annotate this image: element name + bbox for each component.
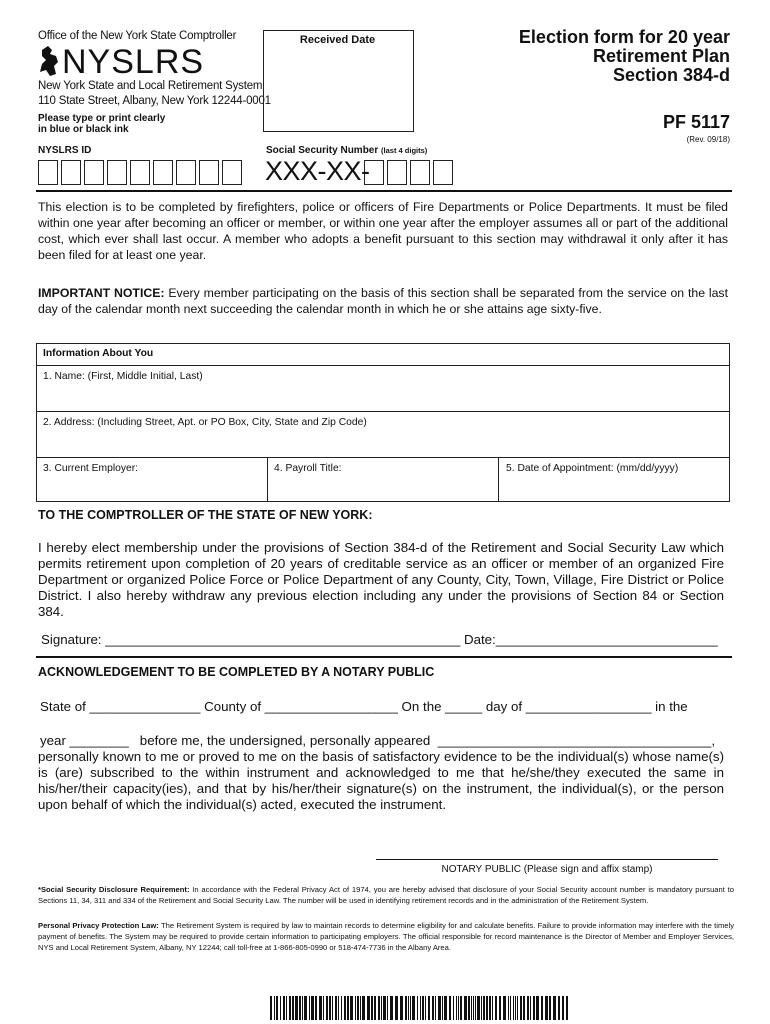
section-divider	[36, 656, 732, 658]
nys-state-logo-icon	[38, 44, 62, 78]
nyslrs-id-digit[interactable]	[107, 160, 127, 185]
employment-divider	[267, 458, 268, 501]
ssn-prefix: XXX-XX-	[265, 156, 370, 186]
comptroller-heading: TO THE COMPTROLLER OF THE STATE OF NEW YORK:	[38, 508, 373, 522]
ssn-disclosure-label: *Social Security Disclosure Requirement:	[38, 885, 190, 894]
form-title	[430, 28, 730, 85]
nyslrs-id-digit[interactable]	[176, 160, 196, 185]
nyslrs-id-label: NYSLRS ID	[38, 145, 92, 156]
important-notice	[38, 285, 728, 317]
privacy-text: The Retirement System is required by law to maintain records to determine eligibility for and calculate benefits. Failure to provide information may interfere with the timely payment of benefits. The System may be required to provide certain information to participating employers. The official responsible for record maintenance is the Director of Member and Employer Services, NYS and Local Retirement System, Albany, NY 12244; call toll-free at 1-866-805-0990 or 518-474-7736 in the Albany Area.	[38, 921, 734, 952]
employment-divider	[498, 458, 499, 501]
notary-signature-line[interactable]	[376, 859, 718, 860]
system-address: 110 State Street, Albany, New York 12244-0001	[38, 95, 271, 107]
information-section	[36, 343, 730, 502]
form-revision: (Rev. 09/18)	[686, 135, 730, 144]
notice-text: Every member participating on the basis of this section shall be separated from the service on the last day of the calendar month next succeeding the calendar month in which he or she attains age sixty-five.	[38, 286, 728, 316]
ssn-digit[interactable]	[410, 160, 430, 185]
information-heading: Information About You	[43, 348, 154, 359]
notary-line2[interactable]: year ________ before me, the undersigned, personally appeared _____________________________________,	[40, 733, 716, 748]
appointment-date-label: 5. Date of Appointment: (mm/dd/yyyy)	[506, 463, 679, 474]
nyslrs-id-digit[interactable]	[153, 160, 173, 185]
nyslrs-id-digit[interactable]	[199, 160, 219, 185]
ssn-digit[interactable]	[387, 160, 407, 185]
print-note-line1: Please type or print clearly	[38, 113, 166, 124]
system-name: New York State and Local Retirement System	[38, 80, 263, 92]
signature-date-line[interactable]: Signature: ________________________________________________ Date:______________________________	[41, 632, 718, 647]
nyslrs-id-digit[interactable]	[222, 160, 242, 185]
notary-line1[interactable]: State of _______________ County of __________________ On the _____ day of _________________ in the	[40, 699, 688, 714]
form-number: PF 5117	[662, 112, 730, 132]
ssn-label	[266, 145, 427, 156]
title-line1: Election form for 20 year	[518, 27, 730, 47]
header-divider	[36, 190, 732, 192]
nyslrs-logo-text: NYSLRS	[62, 43, 205, 81]
address-field[interactable]	[37, 411, 729, 457]
payroll-title-label: 4. Payroll Title:	[274, 463, 342, 474]
print-note-line2: in blue or black ink	[38, 124, 129, 135]
ssn-hint: (last 4 digits)	[381, 146, 428, 155]
ssn-digit[interactable]	[364, 160, 384, 185]
nyslrs-id-digit[interactable]	[130, 160, 150, 185]
nyslrs-id-digit[interactable]	[61, 160, 81, 185]
privacy-notice	[38, 920, 734, 953]
ssn-digit[interactable]	[433, 160, 453, 185]
ssn-disclosure-text: In accordance with the Federal Privacy Act of 1974, you are hereby advised that disclosure of your Social Security account number is mandatory pursuant to Sections 11, 34, 311 and 334 of the Retirement and Social Security Law. The number will be used in identifying retirement records and in the administration of the Retirement System.	[38, 885, 734, 905]
title-line3: Section 384-d	[612, 65, 730, 85]
employer-label: 3. Current Employer:	[43, 463, 138, 474]
barcode-icon	[270, 996, 570, 1020]
address-label: 2. Address: (Including Street, Apt. or PO Box, City, State and Zip Code)	[43, 417, 367, 428]
intro-paragraph: This election is to be completed by firefighters, police or officers of Fire Departments or Police Departments. It must be filed within one year after becoming an officer or member, or within one year after the employer assumes all or part of the additional cost, which ever shall last occur. A member who adopts a benefit pursuant to this section may withdrawal it only after it has been filed for at least one year.	[38, 200, 728, 262]
privacy-label: Personal Privacy Protection Law:	[38, 921, 159, 930]
election-text: I hereby elect membership under the provisions of Section 384-d of the Retirement and Social Security Law which permits retirement upon completion of 20 years of creditable service as an officer or member of an organized Fire Department or organized Police Force or Police Department of any County, City, Town, Village, Fire District or Police District. I also hereby withdraw any previous election including any under the provisions of Section 84 or Section 384.	[38, 540, 724, 619]
notary-body: personally known to me or proved to me on the basis of satisfactory evidence to be the individual(s) whose name(s) is (are) subscribed to the within instrument and acknowledged to me that he/she/they executed the same in his/her/their capacity(ies), and that by his/her/their signature(s) on the instrument, the individual(s), or the person upon behalf of which the individual(s) acted, executed the instrument.	[38, 749, 724, 812]
nyslrs-id-digit[interactable]	[38, 160, 58, 185]
office-name: Office of the New York State Comptroller	[38, 30, 237, 42]
title-line2: Retirement Plan	[592, 46, 730, 66]
notary-signature-label: NOTARY PUBLIC (Please sign and affix stamp)	[441, 864, 653, 875]
notary-heading: ACKNOWLEDGEMENT TO BE COMPLETED BY A NOTARY PUBLIC	[38, 665, 435, 679]
ssn-disclosure	[38, 884, 734, 906]
name-field[interactable]	[37, 365, 729, 411]
name-label: 1. Name: (First, Middle Initial, Last)	[43, 371, 203, 382]
received-date-label: Received Date	[299, 34, 376, 46]
nyslrs-id-digit[interactable]	[84, 160, 104, 185]
notice-label: IMPORTANT NOTICE:	[38, 286, 165, 300]
ssn-label-text: Social Security Number	[266, 145, 379, 156]
employment-row	[37, 457, 729, 501]
print-instructions	[38, 113, 165, 135]
